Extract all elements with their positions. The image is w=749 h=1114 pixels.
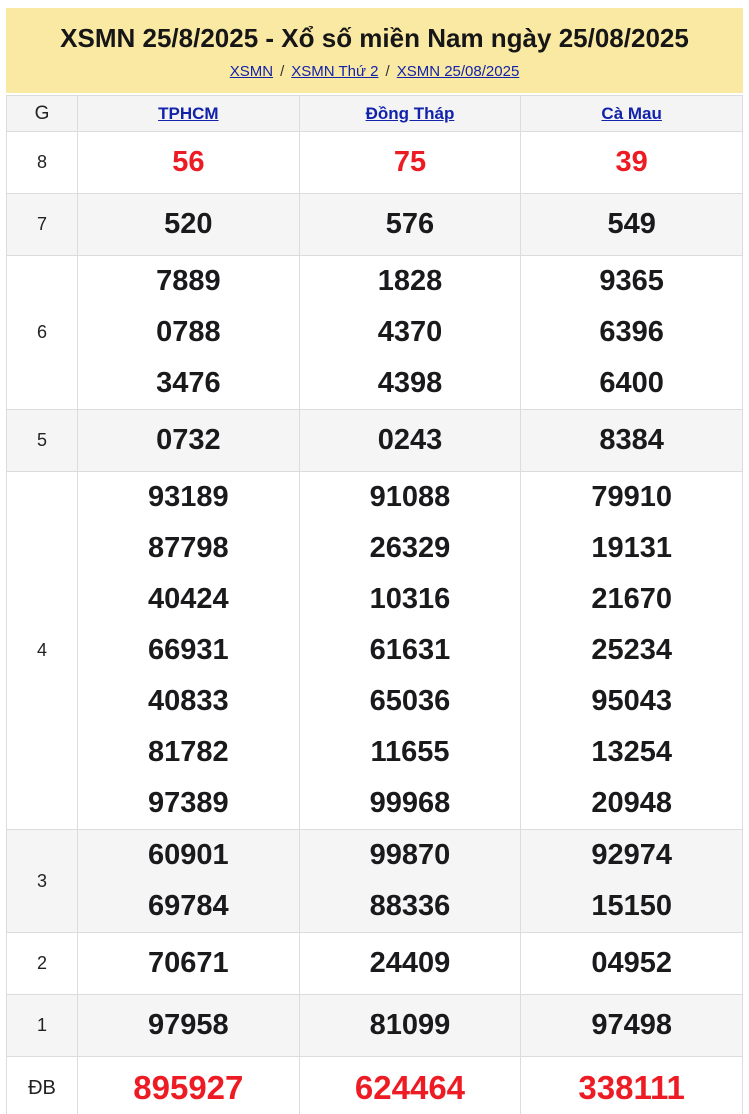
prize-column-header: G: [7, 96, 78, 132]
prize-number: 26329: [369, 532, 451, 564]
province-link-tphcm[interactable]: TPHCM: [158, 103, 219, 123]
prize-number: 8384: [599, 424, 664, 456]
prize-number: 56: [172, 146, 205, 178]
results-table-body: [7, 132, 743, 1114]
prize-number: 15150: [591, 890, 672, 922]
prize-cell: [299, 1057, 521, 1114]
prize-number: 75: [393, 146, 427, 178]
prize-number: 70671: [148, 947, 229, 979]
header-row: [7, 96, 743, 132]
prize-number: 92974: [591, 839, 672, 871]
prize-cell: [299, 256, 521, 410]
prize-number: 4370: [377, 316, 443, 348]
prize-number: 0788: [156, 316, 221, 348]
prize-number: 99870: [369, 839, 451, 871]
province-link-ca-mau[interactable]: Cà Mau: [601, 103, 662, 123]
column-header-tphcm: [78, 96, 300, 132]
prize-label: 6: [7, 256, 78, 410]
table-row: [7, 194, 743, 256]
prize-number: 3476: [156, 367, 221, 399]
breadcrumb-link-xsmn[interactable]: XSMN: [229, 63, 274, 80]
prize-number: 20948: [591, 787, 672, 819]
results-table: [6, 95, 743, 1114]
prize-cell: [299, 933, 521, 995]
prize-label: 1: [7, 995, 78, 1057]
prize-number: 81782: [148, 736, 229, 768]
prize-number: 1828: [377, 265, 443, 297]
prize-cell: [521, 830, 743, 933]
prize-cell: [521, 194, 743, 256]
prize-number: 87798: [148, 532, 229, 564]
prize-number: 21670: [591, 583, 672, 615]
prize-cell: [78, 1057, 300, 1114]
column-header-dong-thap: [299, 96, 521, 132]
prize-number: 9365: [599, 265, 664, 297]
breadcrumb: [14, 63, 735, 80]
prize-cell: [299, 830, 521, 933]
prize-number: 61631: [369, 634, 451, 666]
prize-label: 8: [7, 132, 78, 194]
prize-cell: [78, 132, 300, 194]
breadcrumb-link-xsmn-thu-2[interactable]: XSMN Thứ 2: [291, 63, 379, 80]
prize-number: 338111: [578, 1069, 685, 1106]
prize-cell: [521, 1057, 743, 1114]
prize-number: 6396: [599, 316, 664, 348]
prize-cell: [78, 410, 300, 472]
prize-label: 4: [7, 472, 78, 830]
prize-number: 10316: [369, 583, 451, 615]
prize-cell: [521, 995, 743, 1057]
prize-number: 895927: [133, 1069, 244, 1106]
prize-number: 4398: [377, 367, 443, 399]
table-row: [7, 256, 743, 410]
table-row: [7, 1057, 743, 1114]
prize-number: 60901: [148, 839, 229, 871]
province-link-dong-thap[interactable]: Đồng Tháp: [365, 103, 455, 123]
prize-number: 99968: [369, 787, 451, 819]
prize-number: 66931: [148, 634, 229, 666]
prize-label: 3: [7, 830, 78, 933]
column-header-ca-mau: [521, 96, 743, 132]
prize-number: 81099: [369, 1009, 451, 1041]
prize-number: 69784: [148, 890, 229, 922]
table-row: [7, 472, 743, 830]
prize-number: 520: [164, 208, 213, 240]
prize-label: ĐB: [7, 1057, 78, 1114]
prize-number: 91088: [369, 481, 451, 513]
prize-number: 549: [607, 208, 656, 240]
prize-cell: [78, 830, 300, 933]
prize-cell: [521, 472, 743, 830]
prize-number: 40833: [148, 685, 229, 717]
prize-cell: [78, 933, 300, 995]
prize-number: 25234: [591, 634, 672, 666]
prize-cell: [299, 995, 521, 1057]
breadcrumb-separator: /: [280, 63, 285, 80]
prize-number: 19131: [591, 532, 672, 564]
prize-number: 04952: [591, 947, 672, 979]
table-row: [7, 830, 743, 933]
table-row: [7, 933, 743, 995]
breadcrumb-separator: /: [385, 63, 390, 80]
prize-cell: [521, 256, 743, 410]
prize-number: 88336: [369, 890, 451, 922]
table-row: [7, 410, 743, 472]
prize-number: 0243: [377, 424, 443, 456]
prize-number: 40424: [148, 583, 229, 615]
prize-cell: [78, 995, 300, 1057]
prize-number: 7889: [156, 265, 221, 297]
table-row: [7, 132, 743, 194]
prize-number: 6400: [599, 367, 664, 399]
prize-number: 0732: [156, 424, 221, 456]
prize-cell: [521, 933, 743, 995]
prize-cell: [299, 410, 521, 472]
prize-number: 97958: [148, 1009, 229, 1041]
breadcrumb-link-xsmn-date[interactable]: XSMN 25/08/2025: [396, 63, 520, 80]
prize-cell: [299, 194, 521, 256]
prize-number: 13254: [591, 736, 672, 768]
title-banner: [6, 8, 743, 93]
prize-cell: [299, 472, 521, 830]
prize-cell: [78, 194, 300, 256]
prize-number: 97389: [148, 787, 229, 819]
prize-number: 39: [615, 146, 648, 178]
prize-cell: [78, 256, 300, 410]
results-table-header: [7, 96, 743, 132]
prize-number: 11655: [370, 736, 450, 768]
prize-number: 93189: [148, 481, 229, 513]
table-row: [7, 995, 743, 1057]
prize-cell: [521, 410, 743, 472]
prize-number: 95043: [591, 685, 672, 717]
prize-label: 7: [7, 194, 78, 256]
prize-number: 624464: [354, 1069, 466, 1106]
prize-cell: [299, 132, 521, 194]
page: [0, 8, 749, 1114]
prize-cell: [521, 132, 743, 194]
prize-number: 24409: [369, 947, 451, 979]
prize-cell: [78, 472, 300, 830]
prize-number: 576: [385, 208, 435, 240]
prize-number: 79910: [591, 481, 672, 513]
page-title: XSMN 25/8/2025 - Xổ số miền Nam ngày 25/08/2025: [60, 23, 689, 53]
prize-number: 97498: [591, 1009, 672, 1041]
prize-label: 2: [7, 933, 78, 995]
prize-number: 65036: [369, 685, 451, 717]
prize-label: 5: [7, 410, 78, 472]
